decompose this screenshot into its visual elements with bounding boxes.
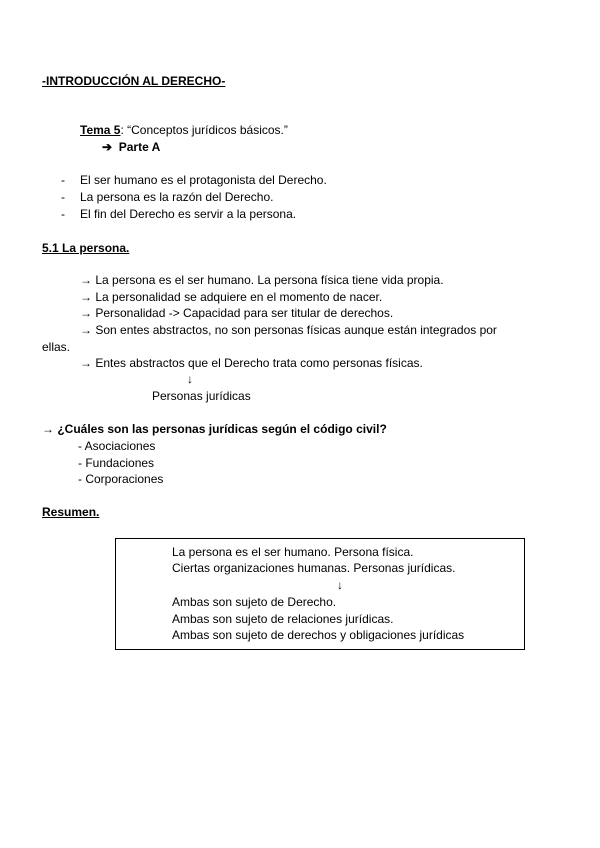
tema-separator: : bbox=[120, 123, 128, 137]
summary-line: Ciertas organizaciones humanas. Personas jurídicas. bbox=[172, 561, 456, 575]
summary-line: Ambas son sujeto de relaciones jurídicas. bbox=[172, 612, 394, 626]
summary-line: Ambas son sujeto de Derecho. bbox=[172, 595, 337, 609]
list-item-text: El fin del Derecho es servir a la persona. bbox=[80, 207, 297, 221]
tema-name: “Conceptos jurídicos básicos.” bbox=[127, 123, 288, 137]
question-line bbox=[42, 422, 387, 436]
right-arrow-icon: ➔ bbox=[102, 140, 113, 154]
list-item: - Fundaciones bbox=[78, 456, 155, 470]
tema-line bbox=[80, 123, 288, 137]
summary-line: Ambas son sujeto de derechos y obligaciones jurídicas bbox=[172, 628, 465, 642]
parte-line bbox=[102, 140, 160, 154]
arrow-point: → La personalidad se adquiere en el momento de nacer. bbox=[80, 290, 383, 304]
resumen-title: Resumen. bbox=[42, 505, 100, 519]
list-item-text: La persona es la razón del Derecho. bbox=[80, 190, 274, 204]
down-arrow-icon: ↓ bbox=[187, 372, 193, 386]
personas-juridicas-label: Personas jurídicas bbox=[152, 389, 251, 403]
question-text: ¿Cuáles son las personas jurídicas según el código civil? bbox=[57, 422, 387, 436]
arrow-point: → La persona es el ser humano. La persona física tiene vida propia. bbox=[80, 273, 444, 287]
arrow-point: → Entes abstractos que el Derecho trata como personas físicas. bbox=[80, 356, 423, 370]
arrow-point: → Personalidad -> Capacidad para ser titular de derechos. bbox=[80, 306, 394, 320]
document-title: -INTRODUCCIÓN AL DERECHO- bbox=[42, 74, 226, 88]
list-item: - Asociaciones bbox=[78, 439, 156, 453]
summary-line: La persona es el ser humano. Persona física. bbox=[172, 545, 414, 559]
dash-bullet: - bbox=[61, 173, 65, 187]
section-title: 5.1 La persona. bbox=[42, 241, 130, 255]
tema-label: Tema 5 bbox=[80, 123, 121, 137]
list-item: - Corporaciones bbox=[78, 472, 164, 486]
dash-bullet: - bbox=[61, 207, 65, 221]
down-arrow-icon: ↓ bbox=[337, 578, 343, 592]
right-arrow-icon: → bbox=[42, 422, 58, 436]
arrow-point-continuation: ellas. bbox=[42, 340, 71, 354]
dash-bullet: - bbox=[61, 190, 65, 204]
arrow-point: → Son entes abstractos, no son personas físicas aunque están integrados por bbox=[80, 323, 497, 337]
list-item-text: El ser humano es el protagonista del Derecho. bbox=[80, 173, 327, 187]
parte-label: Parte A bbox=[118, 140, 161, 154]
